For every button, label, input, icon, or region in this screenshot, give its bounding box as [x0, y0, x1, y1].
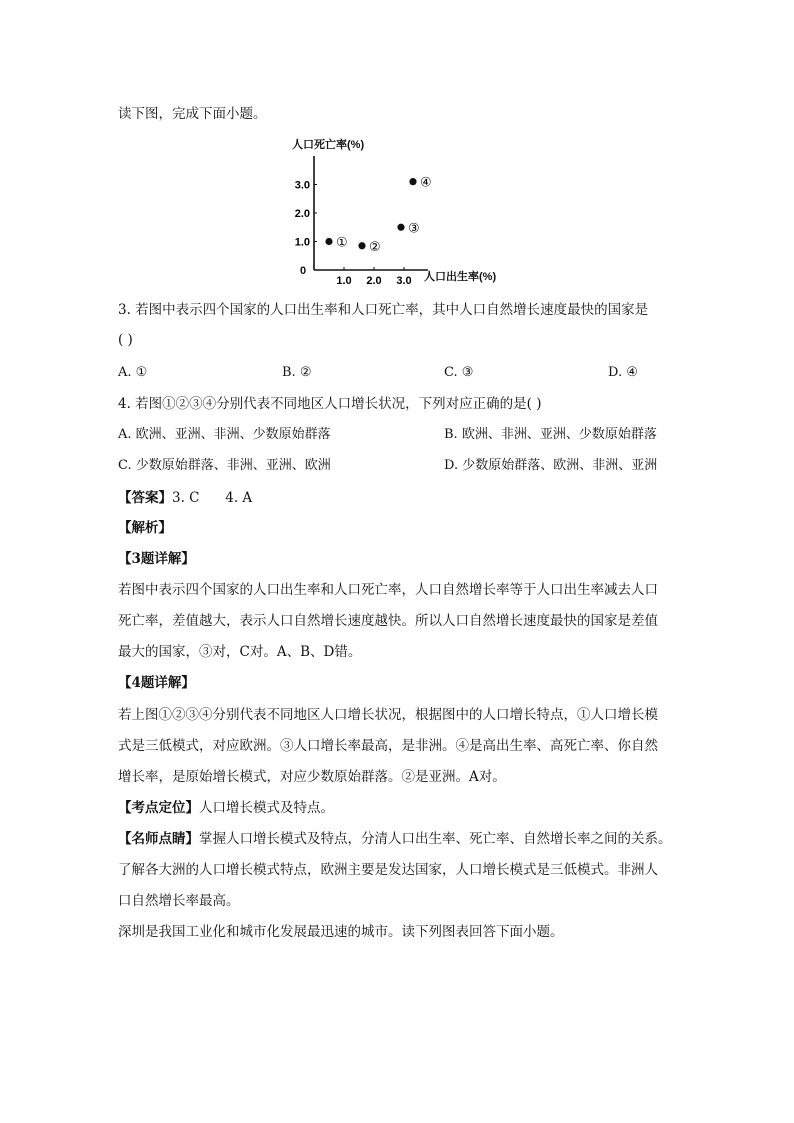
- answer-line: [118, 488, 252, 508]
- detail4-line-1: 若上图①②③④分别代表不同地区人口增长状况，根据图中的人口增长特点，①人口增长模: [118, 707, 658, 723]
- y-tick-label: 1.0: [294, 236, 310, 249]
- detail3-label: 【3题详解】: [118, 551, 195, 567]
- data-point-label: ②: [369, 238, 381, 254]
- data-point: [397, 224, 404, 231]
- scatter-chart: [278, 132, 518, 290]
- data-point-label: ③: [408, 220, 420, 236]
- q4-option-c[interactable]: C. 少数原始群落、非洲、亚洲、欧洲: [118, 458, 331, 473]
- mingshi-line-3: 口自然增长率最高。: [118, 893, 240, 909]
- q3-paren: ( ): [118, 332, 133, 348]
- mingshi-line-1: [118, 829, 672, 849]
- intro-text: 读下图，完成下面小题。: [118, 106, 267, 122]
- q3-stem: 3. 若图中表示四个国家的人口出生率和人口死亡率，其中人口自然增长速度最快的国家是: [118, 302, 649, 318]
- q4-stem: 4. 若图①②③④分别代表不同地区人口增长状况，下列对应正确的是( ): [118, 396, 542, 412]
- detail3-line-3: 最大的国家，③对，C对。A、B、D错。: [118, 644, 362, 660]
- x-tick-label: 1.0: [336, 275, 352, 287]
- data-point: [358, 242, 365, 249]
- mingshi-text-1: 掌握人口增长模式及特点，分清人口出生率、死亡率、自然增长率之间的关系。: [199, 831, 672, 847]
- axis-origin-label: 0: [300, 265, 307, 277]
- mingshi-label: 【名师点睛】: [118, 831, 199, 847]
- data-point: [325, 238, 332, 245]
- data-point-label: ④: [420, 174, 432, 190]
- y-axis-label: 人口死亡率(%): [292, 139, 365, 151]
- x-axis-label: 人口出生率(%): [424, 271, 497, 283]
- detail3-line-1: 若图中表示四个国家的人口出生率和人口死亡率，人口自然增长率等于人口出生率减去人口: [118, 582, 658, 598]
- mingshi-line-2: 了解各大洲的人口增长模式特点，欧洲主要是发达国家，人口增长模式是三低模式。非洲人: [118, 862, 658, 878]
- data-point: [409, 178, 416, 185]
- y-tick-label: 2.0: [294, 208, 310, 220]
- q4-option-d[interactable]: D. 少数原始群落、欧洲、非洲、亚洲: [444, 458, 658, 473]
- q3-option-d[interactable]: D. ④: [608, 365, 638, 380]
- detail4-label: 【4题详解】: [118, 675, 195, 691]
- kaodian-text: 人口增长模式及特点。: [199, 800, 334, 816]
- detail4-line-2: 式是三低模式，对应欧洲。③人口增长率最高，是非洲。④是高出生率、高死亡率、你自然: [118, 738, 658, 754]
- y-tick-label: 3.0: [294, 179, 310, 192]
- q4-option-a[interactable]: A. 欧洲、亚洲、非洲、少数原始群落: [118, 427, 331, 442]
- x-tick-label: 2.0: [366, 275, 382, 287]
- q3-option-c[interactable]: C. ③: [444, 365, 474, 380]
- q4-option-b[interactable]: B. 欧洲、非洲、亚洲、少数原始群落: [444, 427, 657, 442]
- next-intro: 深圳是我国工业化和城市化发展最迅速的城市。读下列图表回答下面小题。: [118, 924, 564, 940]
- analysis-label: 【解析】: [118, 520, 172, 536]
- kaodian-label: 【考点定位】: [118, 800, 199, 816]
- answer-label: 【答案】: [118, 490, 172, 506]
- detail4-line-3: 增长率，是原始增长模式，对应少数原始群落。②是亚洲。A对。: [118, 769, 506, 785]
- detail3-line-2: 死亡率，差值越大，表示人口自然增长速度越快。所以人口自然增长速度最快的国家是差值: [118, 613, 658, 629]
- data-point-label: ①: [336, 234, 348, 250]
- q3-option-a[interactable]: A. ①: [118, 365, 148, 380]
- x-tick-label: 3.0: [396, 275, 412, 287]
- answer-text: 3. C 4. A: [172, 490, 253, 506]
- kaodian-line: [118, 798, 334, 818]
- q3-option-b[interactable]: B. ②: [282, 365, 312, 380]
